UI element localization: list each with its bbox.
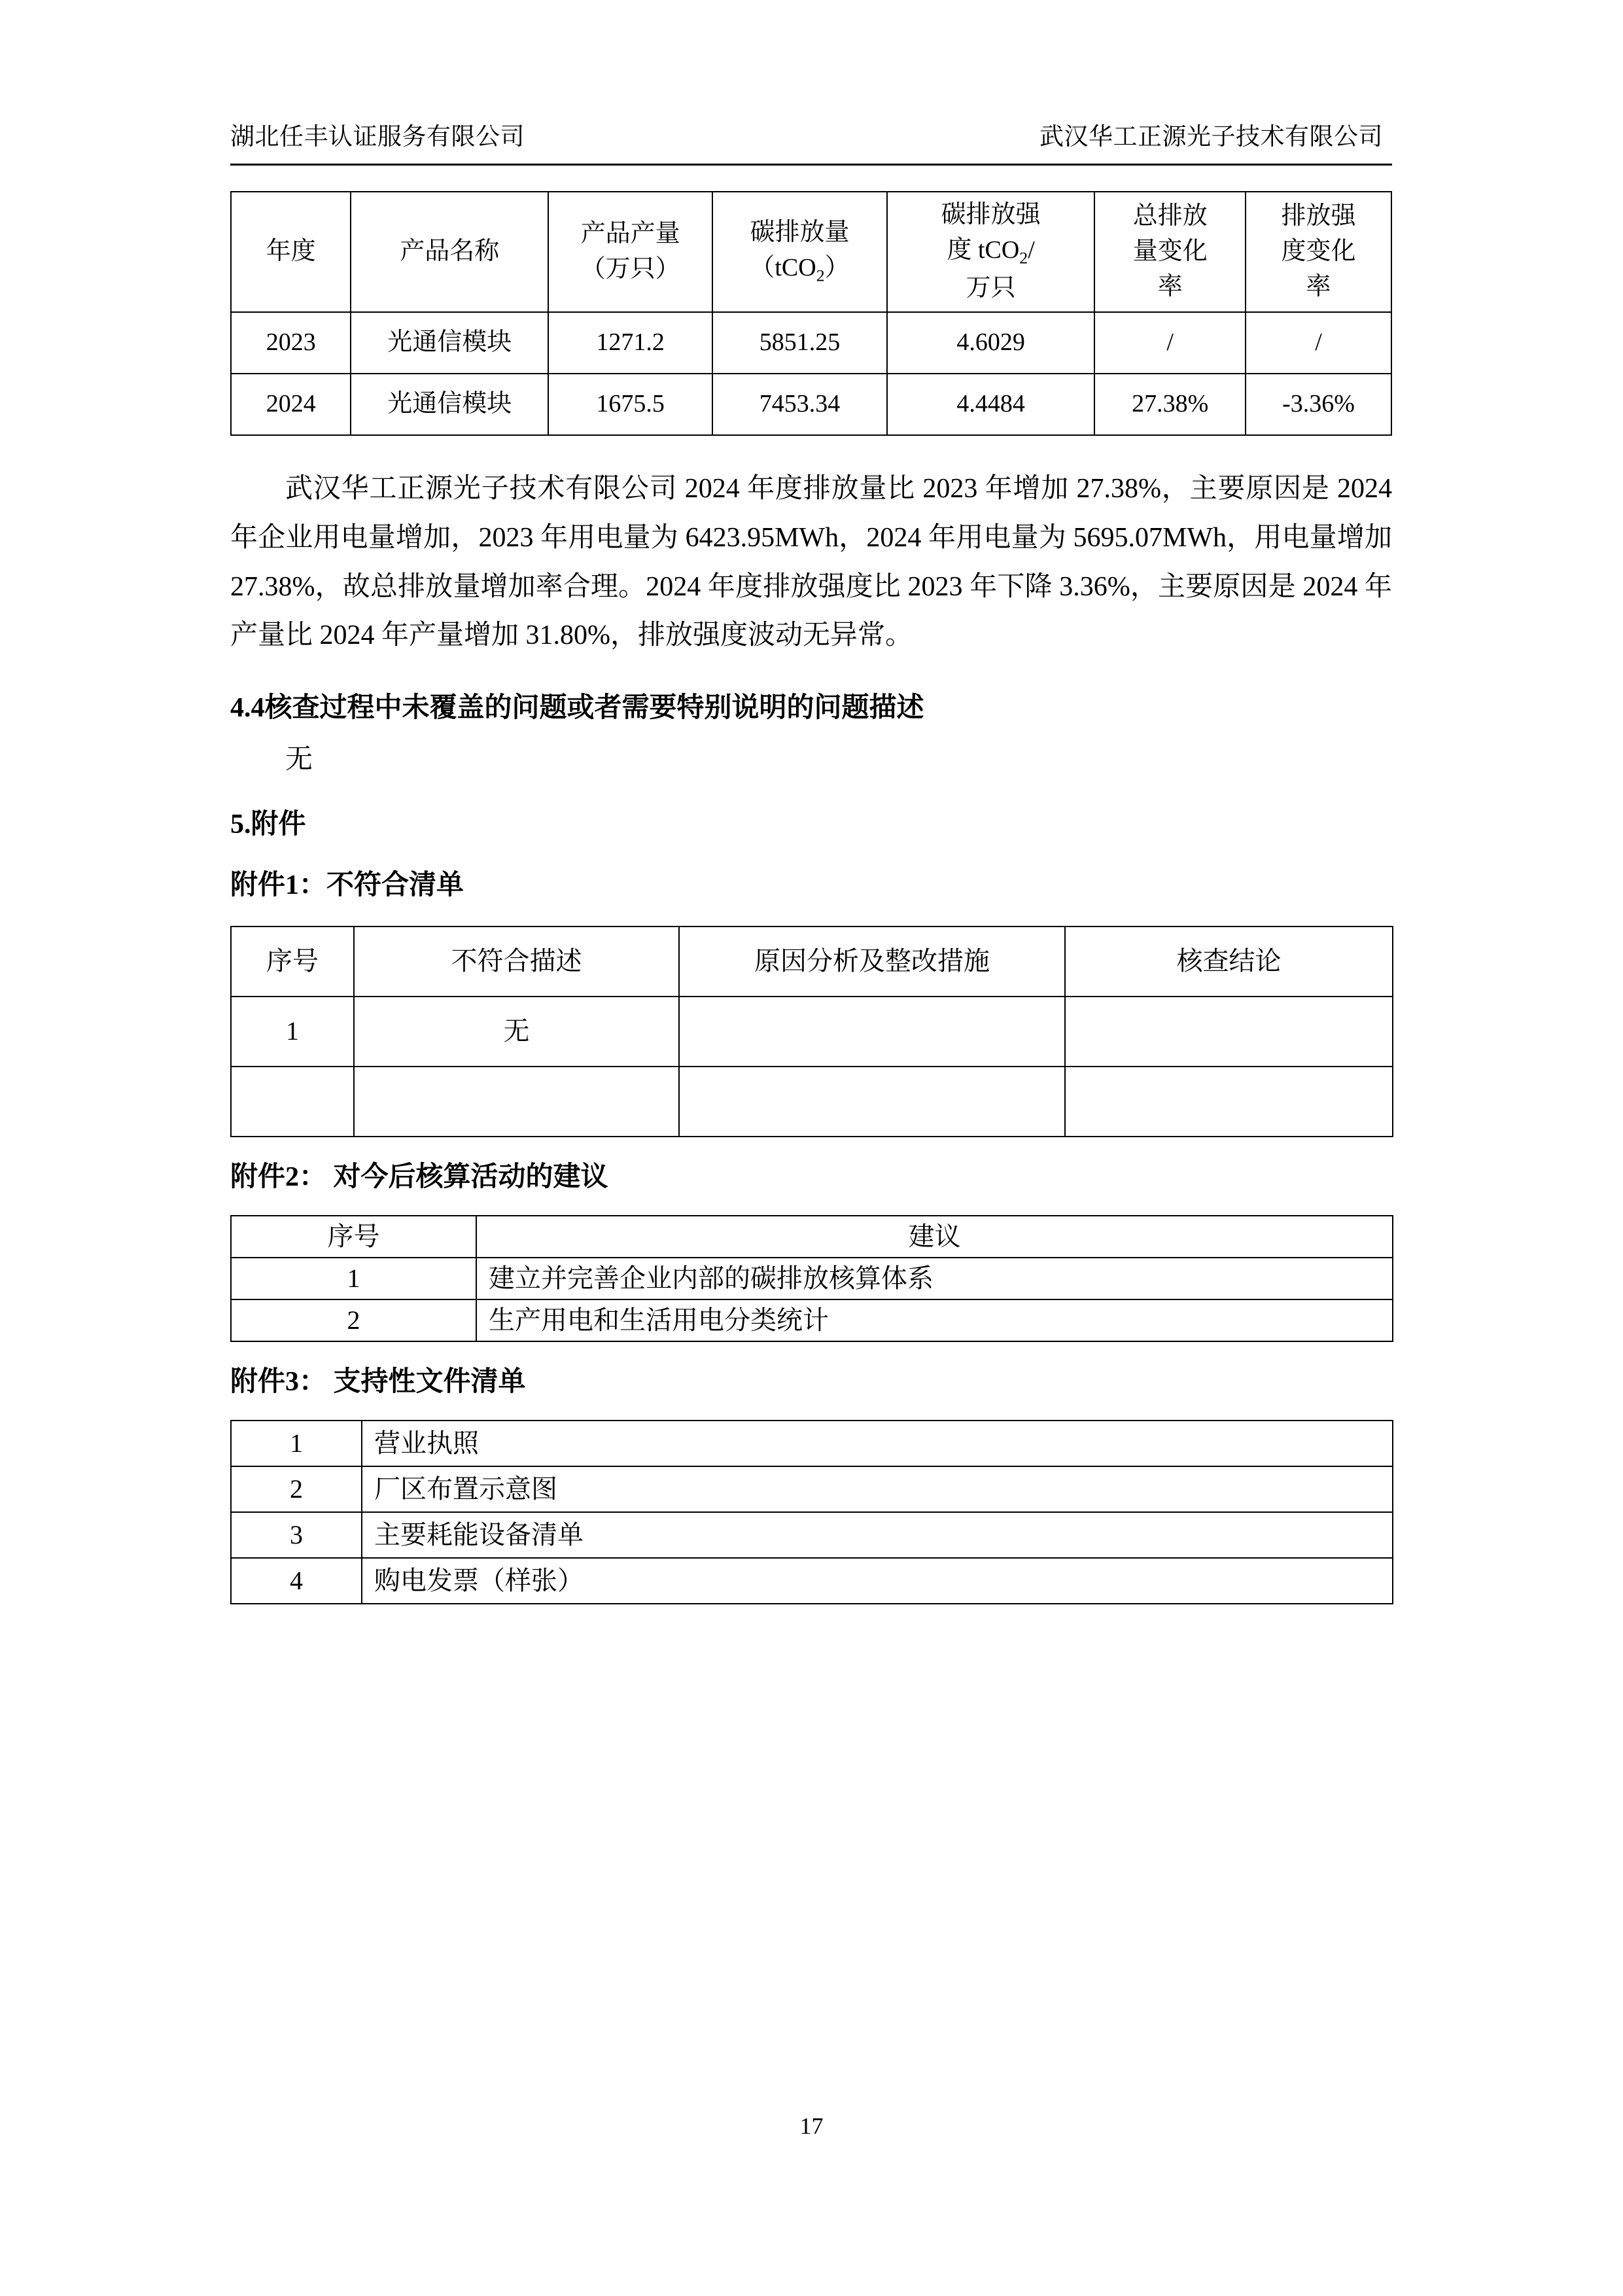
cell-index: 1 <box>231 1421 362 1466</box>
column-header-intensity-line3: 万只 <box>966 274 1016 302</box>
column-header-intensity-line2: 度 tCO$_2$/ <box>947 236 1035 268</box>
column-header-output-line2: （万只） <box>580 255 680 283</box>
cell-total-change: 27.38% <box>1094 374 1246 435</box>
table-row <box>231 1558 1393 1604</box>
cell-suggestion: 建立并完善企业内部的碳排放核算体系 <box>476 1258 1393 1299</box>
cell-suggestion: 生产用电和生活用电分类统计 <box>476 1299 1393 1341</box>
section-4-4-body: 无 <box>285 745 313 775</box>
heading-attachment-2: 附件2： 对今后核算活动的建议 <box>230 1162 608 1193</box>
cell-index: 4 <box>231 1558 362 1604</box>
heading-5: 5.附件 <box>230 809 306 840</box>
cell-index: 1 <box>231 1258 476 1299</box>
table-row <box>231 1512 1393 1558</box>
cell-document-name: 主要耗能设备清单 <box>362 1512 1393 1558</box>
column-header-index: 序号 <box>231 927 354 997</box>
table-row <box>231 374 1391 435</box>
column-header-emission-line1: 碳排放量 <box>750 219 850 247</box>
cell-verification-conclusion <box>1065 1067 1393 1137</box>
header-left-organization: 湖北任丰认证服务有限公司 <box>230 124 525 150</box>
cell-index: 2 <box>231 1466 362 1512</box>
cell-intensity-change: / <box>1246 312 1391 374</box>
cell-document-name: 营业执照 <box>362 1421 1393 1466</box>
cell-nonconformity-description <box>354 1067 679 1137</box>
column-header-intensity <box>887 192 1094 312</box>
column-header-intensity-line1: 碳排放强 <box>941 201 1041 229</box>
page-number-footer: 17 <box>799 2113 824 2139</box>
column-header-total-change-line2: 量变化 <box>1132 238 1208 266</box>
supporting-documents-list-table <box>230 1420 1393 1604</box>
cell-document-name: 购电发票（样张） <box>362 1558 1393 1604</box>
cell-index: 2 <box>231 1299 476 1341</box>
cell-product: 光通信模块 <box>351 374 548 435</box>
cell-index: 3 <box>231 1512 362 1558</box>
column-header-intensity-change-line3: 率 <box>1306 272 1331 300</box>
cell-product: 光通信模块 <box>351 312 548 374</box>
document-content <box>230 191 1392 1604</box>
table-row <box>231 312 1391 374</box>
cell-emission: 5851.25 <box>712 312 887 374</box>
cell-intensity: 4.6029 <box>887 312 1094 374</box>
table-row <box>231 997 1393 1067</box>
column-header-nonconformity-description: 不符合描述 <box>354 927 679 997</box>
column-header-output-line1: 产品产量 <box>580 220 680 248</box>
table-row <box>231 1067 1393 1137</box>
table-header-row <box>231 927 1393 997</box>
running-header <box>230 116 1392 152</box>
header-right-organization: 武汉华工正源光子技术有限公司 <box>1039 124 1383 150</box>
cell-index <box>231 1067 354 1137</box>
cell-total-change: / <box>1094 312 1246 374</box>
cell-document-name: 厂区布置示意图 <box>362 1466 1393 1512</box>
table-row <box>231 1421 1393 1466</box>
cell-year: 2023 <box>231 312 351 374</box>
cell-year: 2024 <box>231 374 351 435</box>
cell-nonconformity-description: 无 <box>354 997 679 1067</box>
column-header-verification-conclusion: 核查结论 <box>1065 927 1393 997</box>
column-header-intensity-change-line2: 度变化 <box>1281 238 1356 266</box>
column-header-intensity-change <box>1246 192 1391 312</box>
table-header-row <box>231 1216 1393 1258</box>
heading-attachment-3: 附件3： 支持性文件清单 <box>230 1367 526 1398</box>
emissions-analysis-paragraph: 武汉华工正源光子技术有限公司 2024 年度排放量比 2023 年增加 27.38%，主要原因是 2024 年企业用电量增加，2023 年用电量为 6423.95MWh，2024 年用电量为 5695.07MWh，用电量增加 27.38%，故总排放量增加率合理。2024 年度排放强度比 2023 年下降 3.36%，主要原因是 2024 年产量比 2024 年产量增加 31.80%，排放强度波动无异常。 <box>230 474 1392 651</box>
column-header-output <box>548 192 712 312</box>
table-row <box>231 1466 1393 1512</box>
table-header-row <box>231 192 1391 312</box>
column-header-emission <box>712 192 887 312</box>
cell-verification-conclusion <box>1065 997 1393 1067</box>
emissions-comparison-table <box>230 191 1392 436</box>
column-header-index: 序号 <box>231 1216 476 1258</box>
cell-cause-and-correction <box>679 997 1065 1067</box>
heading-4-4: 4.4核查过程中未覆盖的问题或者需要特别说明的问题描述 <box>230 693 924 723</box>
column-header-suggestion: 建议 <box>476 1216 1393 1258</box>
column-header-intensity-change-line1: 排放强 <box>1281 202 1356 230</box>
cell-output: 1675.5 <box>548 374 712 435</box>
table-row <box>231 1258 1393 1299</box>
column-header-emission-line2: （tCO$_2$） <box>750 254 850 285</box>
cell-intensity-change: -3.36% <box>1246 374 1391 435</box>
column-header-total-change <box>1094 192 1246 312</box>
heading-attachment-1: 附件1：不符合清单 <box>230 870 464 901</box>
column-header-total-change-line3: 率 <box>1157 272 1183 300</box>
column-header-total-change-line1: 总排放 <box>1132 202 1208 230</box>
column-header-year: 年度 <box>231 192 351 312</box>
table-row <box>231 1299 1393 1341</box>
cell-index: 1 <box>231 997 354 1067</box>
column-header-product-name: 产品名称 <box>351 192 548 312</box>
future-accounting-suggestions-table <box>230 1215 1393 1342</box>
cell-output: 1271.2 <box>548 312 712 374</box>
cell-intensity: 4.4484 <box>887 374 1094 435</box>
cell-emission: 7453.34 <box>712 374 887 435</box>
header-divider <box>230 164 1392 166</box>
column-header-cause-and-correction: 原因分析及整改措施 <box>679 927 1065 997</box>
nonconformity-list-table <box>230 926 1393 1137</box>
cell-cause-and-correction <box>679 1067 1065 1137</box>
